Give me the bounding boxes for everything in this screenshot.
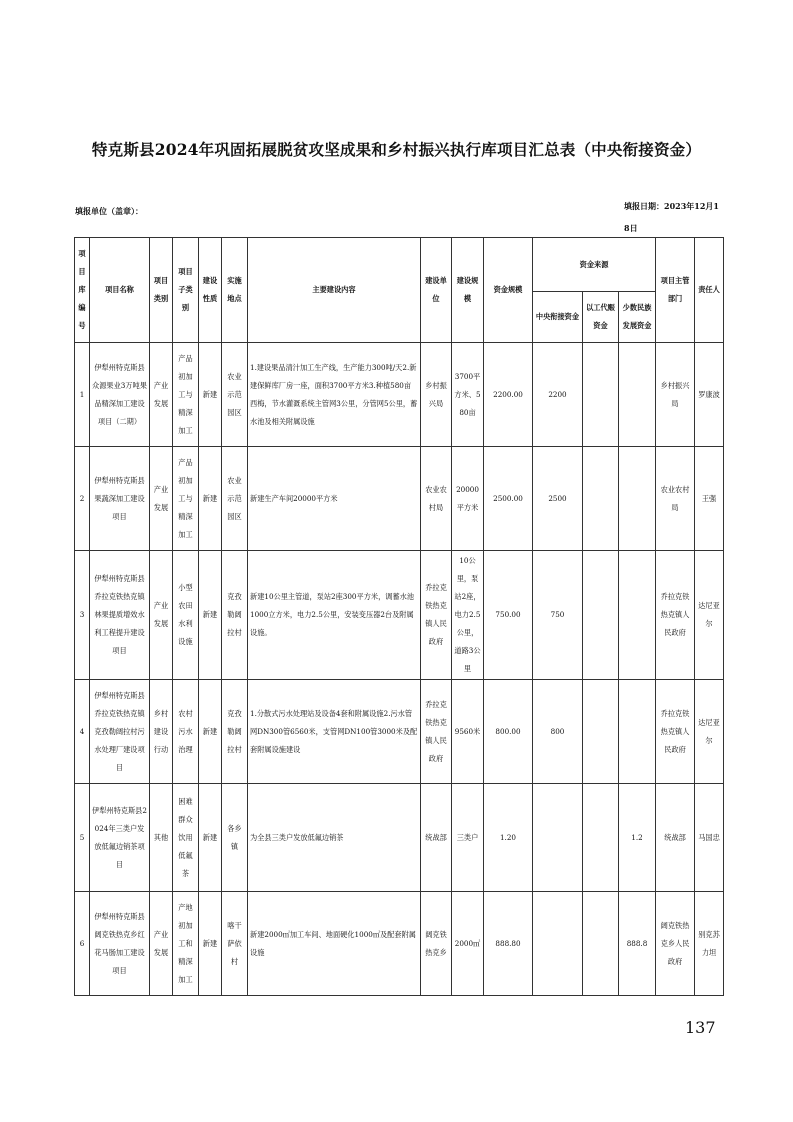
cell-content: 为全县三类户发放低氟边销茶 <box>248 784 421 892</box>
cell-funds: 1.20 <box>484 784 533 892</box>
header-source: 资金来源 <box>533 238 656 292</box>
cell-builder: 农业农村局 <box>421 447 452 551</box>
cell-scale: 2000㎡ <box>452 892 484 996</box>
header-person: 责任人 <box>695 238 724 343</box>
cell-relief <box>583 447 619 551</box>
cell-central <box>533 892 583 996</box>
cell-place: 克孜勒阔拉村 <box>222 551 248 680</box>
cell-person: 马国忠 <box>695 784 724 892</box>
cell-nature: 新建 <box>199 447 222 551</box>
cell-relief <box>583 551 619 680</box>
cell-subtype: 产品初加工与精深加工 <box>173 343 199 447</box>
cell-builder: 乡村振兴局 <box>421 343 452 447</box>
header-funds: 资金规模 <box>484 238 533 343</box>
cell-name: 伊犁州特克斯县2024年三类户发放低氟边销茶项目 <box>90 784 150 892</box>
cell-no: 3 <box>75 551 90 680</box>
cell-funds: 888.80 <box>484 892 533 996</box>
cell-builder: 统战部 <box>421 784 452 892</box>
cell-type: 产业发展 <box>150 892 173 996</box>
cell-nature: 新建 <box>199 892 222 996</box>
cell-no: 1 <box>75 343 90 447</box>
cell-no: 4 <box>75 680 90 784</box>
cell-builder: 阔克铁热克乡 <box>421 892 452 996</box>
cell-place: 农业示范园区 <box>222 447 248 551</box>
cell-central: 2500 <box>533 447 583 551</box>
cell-subtype: 产品初加工与精深加工 <box>173 447 199 551</box>
header-no: 项目库编号 <box>75 238 90 343</box>
cell-scale: 3700平方米、580亩 <box>452 343 484 447</box>
cell-name: 伊犁州特克斯县果蔬深加工建设项目 <box>90 447 150 551</box>
header-central: 中央衔接资金 <box>533 292 583 343</box>
header-subtype: 项目子类别 <box>173 238 199 343</box>
project-summary-table <box>74 237 724 996</box>
cell-minority <box>619 343 656 447</box>
cell-dept: 乡村振兴局 <box>656 343 695 447</box>
header-relief: 以工代赈资金 <box>583 292 619 343</box>
cell-name: 伊犁州特克斯县乔拉克铁热克镇克孜勒阔拉村污水处理厂建设项目 <box>90 680 150 784</box>
table-row <box>75 447 724 551</box>
cell-place: 农业示范园区 <box>222 343 248 447</box>
header-minority: 少数民族发展资金 <box>619 292 656 343</box>
cell-name: 伊犁州特克斯县阔克铁热克乡红花马肠加工建设项目 <box>90 892 150 996</box>
table-row <box>75 784 724 892</box>
cell-dept: 乔拉克铁热克镇人民政府 <box>656 551 695 680</box>
cell-person: 达尼亚尔 <box>695 551 724 680</box>
table-row <box>75 343 724 447</box>
cell-type: 产业发展 <box>150 343 173 447</box>
header-builder: 建设单位 <box>421 238 452 343</box>
unit-label: 填报单位（盖章）： <box>75 206 143 216</box>
document-title: 特克斯县2024年巩固拓展脱贫攻坚成果和乡村振兴执行库项目汇总表（中央衔接资金） <box>91 140 702 159</box>
cell-relief <box>583 784 619 892</box>
cell-funds: 2200.00 <box>484 343 533 447</box>
cell-relief <box>583 892 619 996</box>
header-place: 实施地点 <box>222 238 248 343</box>
cell-minority: 888.8 <box>619 892 656 996</box>
cell-central: 800 <box>533 680 583 784</box>
cell-subtype: 小型农田水利设施 <box>173 551 199 680</box>
cell-no: 5 <box>75 784 90 892</box>
cell-content: 1.建设果品清汁加工生产线，生产能力300吨/天2.新建保鲜库厂房一座，面积3700平方米3.种植580亩西梅，节水灌溉系统主管网3公里，分管网5公里，蓄水池及相关附属设施 <box>248 343 421 447</box>
cell-person: 王强 <box>695 447 724 551</box>
header-type: 项目类别 <box>150 238 173 343</box>
cell-builder: 乔拉克铁热克镇人民政府 <box>421 551 452 680</box>
cell-relief <box>583 680 619 784</box>
cell-nature: 新建 <box>199 551 222 680</box>
cell-central: 2200 <box>533 343 583 447</box>
cell-central: 750 <box>533 551 583 680</box>
cell-minority: 1.2 <box>619 784 656 892</box>
cell-person: 罗康波 <box>695 343 724 447</box>
table-row <box>75 680 724 784</box>
cell-type: 其他 <box>150 784 173 892</box>
cell-no: 2 <box>75 447 90 551</box>
cell-type: 产业发展 <box>150 447 173 551</box>
header-scale: 建设规模 <box>452 238 484 343</box>
cell-dept: 乔拉克铁热克镇人民政府 <box>656 680 695 784</box>
page-number: 137 <box>685 1018 716 1037</box>
cell-name: 伊犁州特克斯县众源果业3万吨果品精深加工建设项目（二期） <box>90 343 150 447</box>
cell-funds: 2500.00 <box>484 447 533 551</box>
cell-dept: 阔克铁热克乡人民政府 <box>656 892 695 996</box>
cell-content: 1.分散式污水处理站及设备4套和附属设施2.污水管网DN300管6560米，支管网DN100管3000米及配套附属设施建设 <box>248 680 421 784</box>
cell-place: 克孜勒阔拉村 <box>222 680 248 784</box>
cell-person: 达尼亚尔 <box>695 680 724 784</box>
cell-place: 各乡镇 <box>222 784 248 892</box>
cell-subtype: 困难群众饮用低氟茶 <box>173 784 199 892</box>
cell-name: 伊犁州特克斯县乔拉克铁热克镇林果提质增效水利工程提升建设项目 <box>90 551 150 680</box>
cell-content: 新建生产车间20000平方米 <box>248 447 421 551</box>
cell-type: 乡村建设行动 <box>150 680 173 784</box>
header-content: 主要建设内容 <box>248 238 421 343</box>
cell-content: 新建10公里主管道，泵站2座300平方米，调蓄水池1000立方米，电力2.5公里，安装变压器2台及附属设施。 <box>248 551 421 680</box>
cell-relief <box>583 343 619 447</box>
cell-subtype: 农村污水治理 <box>173 680 199 784</box>
cell-minority <box>619 447 656 551</box>
cell-nature: 新建 <box>199 784 222 892</box>
cell-builder: 乔拉克铁热克镇人民政府 <box>421 680 452 784</box>
cell-minority <box>619 551 656 680</box>
cell-nature: 新建 <box>199 680 222 784</box>
cell-place: 喀干萨依村 <box>222 892 248 996</box>
header-nature: 建设性质 <box>199 238 222 343</box>
cell-person: 别克苏力坦 <box>695 892 724 996</box>
cell-central <box>533 784 583 892</box>
header-name: 项目名称 <box>90 238 150 343</box>
table-row <box>75 892 724 996</box>
cell-scale: 10公里，泵站2座，电力2.5公里，道路3公里 <box>452 551 484 680</box>
header-dept: 项目主管部门 <box>656 238 695 343</box>
cell-dept: 农业农村局 <box>656 447 695 551</box>
cell-dept: 统战部 <box>656 784 695 892</box>
date-label: 填报日期：2023年12月18日 <box>624 201 719 233</box>
cell-scale: 三类户 <box>452 784 484 892</box>
cell-minority <box>619 680 656 784</box>
cell-scale: 9560米 <box>452 680 484 784</box>
cell-subtype: 产地初加工和精深加工 <box>173 892 199 996</box>
cell-funds: 750.00 <box>484 551 533 680</box>
cell-funds: 800.00 <box>484 680 533 784</box>
cell-content: 新建2000㎡加工车间、地面硬化1000㎡及配套附属设施 <box>248 892 421 996</box>
cell-nature: 新建 <box>199 343 222 447</box>
cell-no: 6 <box>75 892 90 996</box>
cell-scale: 20000平方米 <box>452 447 484 551</box>
table-row <box>75 551 724 680</box>
cell-type: 产业发展 <box>150 551 173 680</box>
